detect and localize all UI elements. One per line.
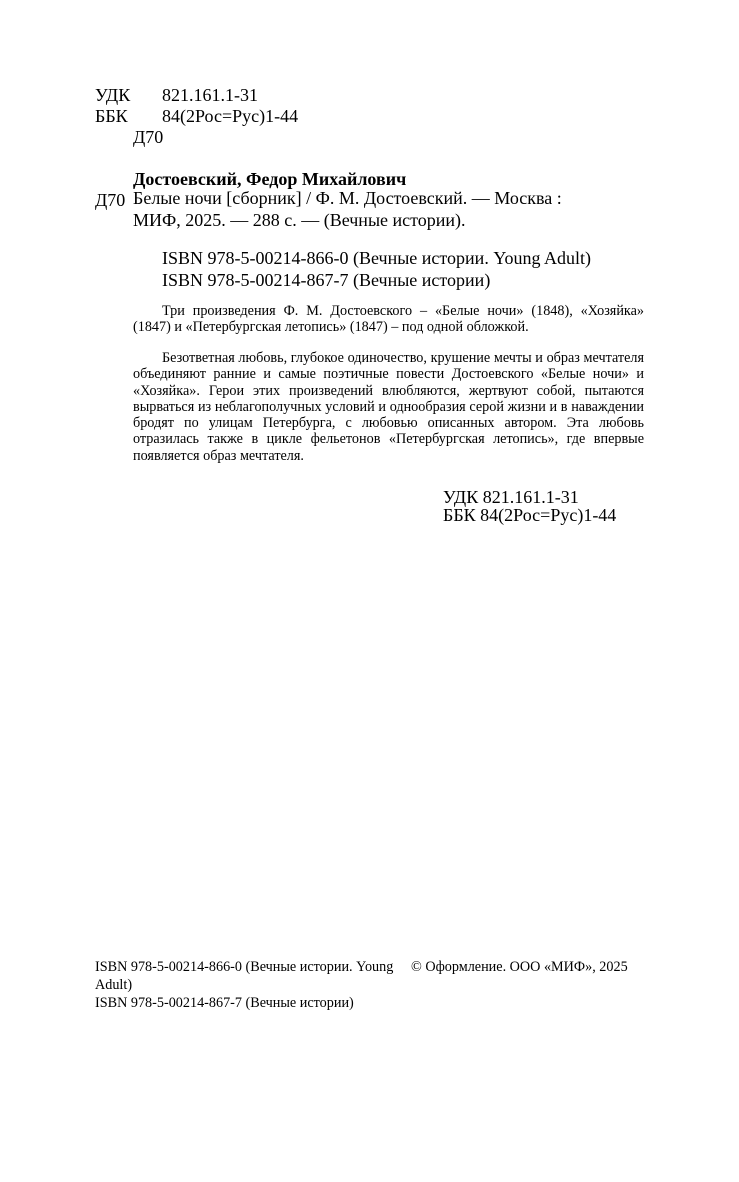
- isbn-line: ISBN 978-5-00214-867-7 (Вечные истории): [162, 270, 491, 290]
- isbn-line: ISBN 978-5-00214-867-7 (Вечные истории): [95, 995, 354, 1011]
- classification-codes: [443, 488, 616, 524]
- bbk-label: ББК: [95, 106, 128, 126]
- bibliographic-description: [133, 187, 645, 231]
- annotation-paragraph: Безответная любовь, глубокое одиночество, крушение мечты и образ мечтателя объединяют ранние и самые поэтичные повести Достоевского «Белые ночи» и «Хозяйка». Герои этих произведений влюбляются, жертвуют собой, пытаются вырваться из неблагополучных условий и однообразия серой жизни и в наваждении бродят по улицам Петербурга, с любовью описанных автором. Эта любовь отразилась также в цикле фельетонов «Петербургская летопись», где впервые появляется образ мечтателя.: [133, 350, 644, 464]
- annotation-paragraph: Три произведения Ф. М. Достоевского – «Белые ночи» (1848), «Хозяйка» (1847) и «Петербургская летопись» (1847) – под одной обложкой.: [133, 303, 644, 336]
- bbk-value: 84(2Рос=Рус)1-44: [162, 106, 299, 126]
- bibliographic-line: МИФ, 2025. — 288 с. — (Вечные истории).: [133, 210, 466, 230]
- copyright-notice: © Оформление. ООО «МИФ», 2025: [411, 959, 628, 975]
- isbn-line: ISBN 978-5-00214-866-0 (Вечные истории. Young Adult): [95, 959, 394, 993]
- author-mark: Д70: [133, 127, 164, 147]
- udk-value: 821.161.1-31: [162, 85, 258, 105]
- udk-code: УДК 821.161.1-31: [443, 487, 579, 507]
- isbn-line: ISBN 978-5-00214-866-0 (Вечные истории. Young Adult): [162, 248, 592, 268]
- bottom-isbn-list: [95, 958, 395, 1012]
- bibliographic-line: Белые ночи [сборник] / Ф. М. Достоевский. — Москва :: [133, 188, 562, 208]
- title-code: Д70: [95, 190, 126, 210]
- bbk-code: ББК 84(2Рос=Рус)1-44: [443, 505, 617, 525]
- udk-label: УДК: [95, 85, 131, 105]
- isbn-list: [162, 247, 591, 291]
- author-heading: Достоевский, Федор Михайлович: [133, 169, 407, 189]
